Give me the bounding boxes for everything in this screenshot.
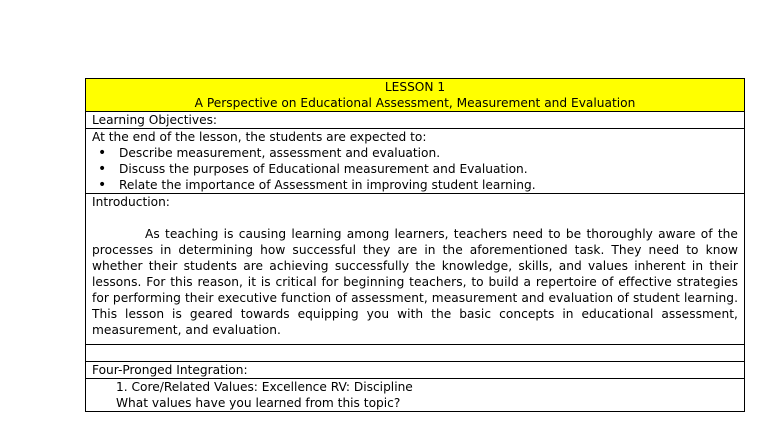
objectives-intro: At the end of the lesson, the students are expected to: xyxy=(92,130,427,144)
integration-question: What values have you learned from this topic? xyxy=(116,396,401,410)
lesson-header-cell xyxy=(86,79,745,112)
lesson-table xyxy=(85,78,745,412)
objective-item: • Describe measurement, assessment and evaluation. xyxy=(92,145,738,161)
objective-item: • Relate the importance of Assessment in improving student learning. xyxy=(92,177,738,193)
introduction-cell xyxy=(86,194,745,345)
introduction-body: As teaching is causing learning among learners, teachers need to be thoroughly aware of the processes in determining how successful they are in the aforementioned task. They need to know whether their students are achieving successfully the knowledge, skills, and values inherent in their lessons. For this reason, it is critical for beginning teachers, to build a repertoire of effective strategies for performing their executive function of assessment, measurement and evaluation of student learning. This lesson is geared towards equipping you with the basic concepts in educational assessment, measurement, and evaluation. xyxy=(92,227,738,337)
objective-item: • Discuss the purposes of Educational measurement and Evaluation. xyxy=(92,161,738,177)
objectives-label: Learning Objectives: xyxy=(92,113,218,127)
objectives-list xyxy=(92,145,738,193)
integration-label-cell xyxy=(86,362,745,379)
blank-row xyxy=(86,345,745,362)
lesson-title: A Perspective on Educational Assessment, Measurement and Evaluation xyxy=(194,96,636,110)
introduction-label: Introduction: xyxy=(92,195,170,209)
objectives-cell xyxy=(86,129,745,194)
integration-item: 1. Core/Related Values: Excellence RV: Discipline xyxy=(116,380,413,394)
integration-label: Four-Pronged Integration: xyxy=(92,363,248,377)
lesson-number: LESSON 1 xyxy=(384,80,446,94)
integration-cell xyxy=(86,379,745,412)
objectives-label-cell xyxy=(86,112,745,129)
